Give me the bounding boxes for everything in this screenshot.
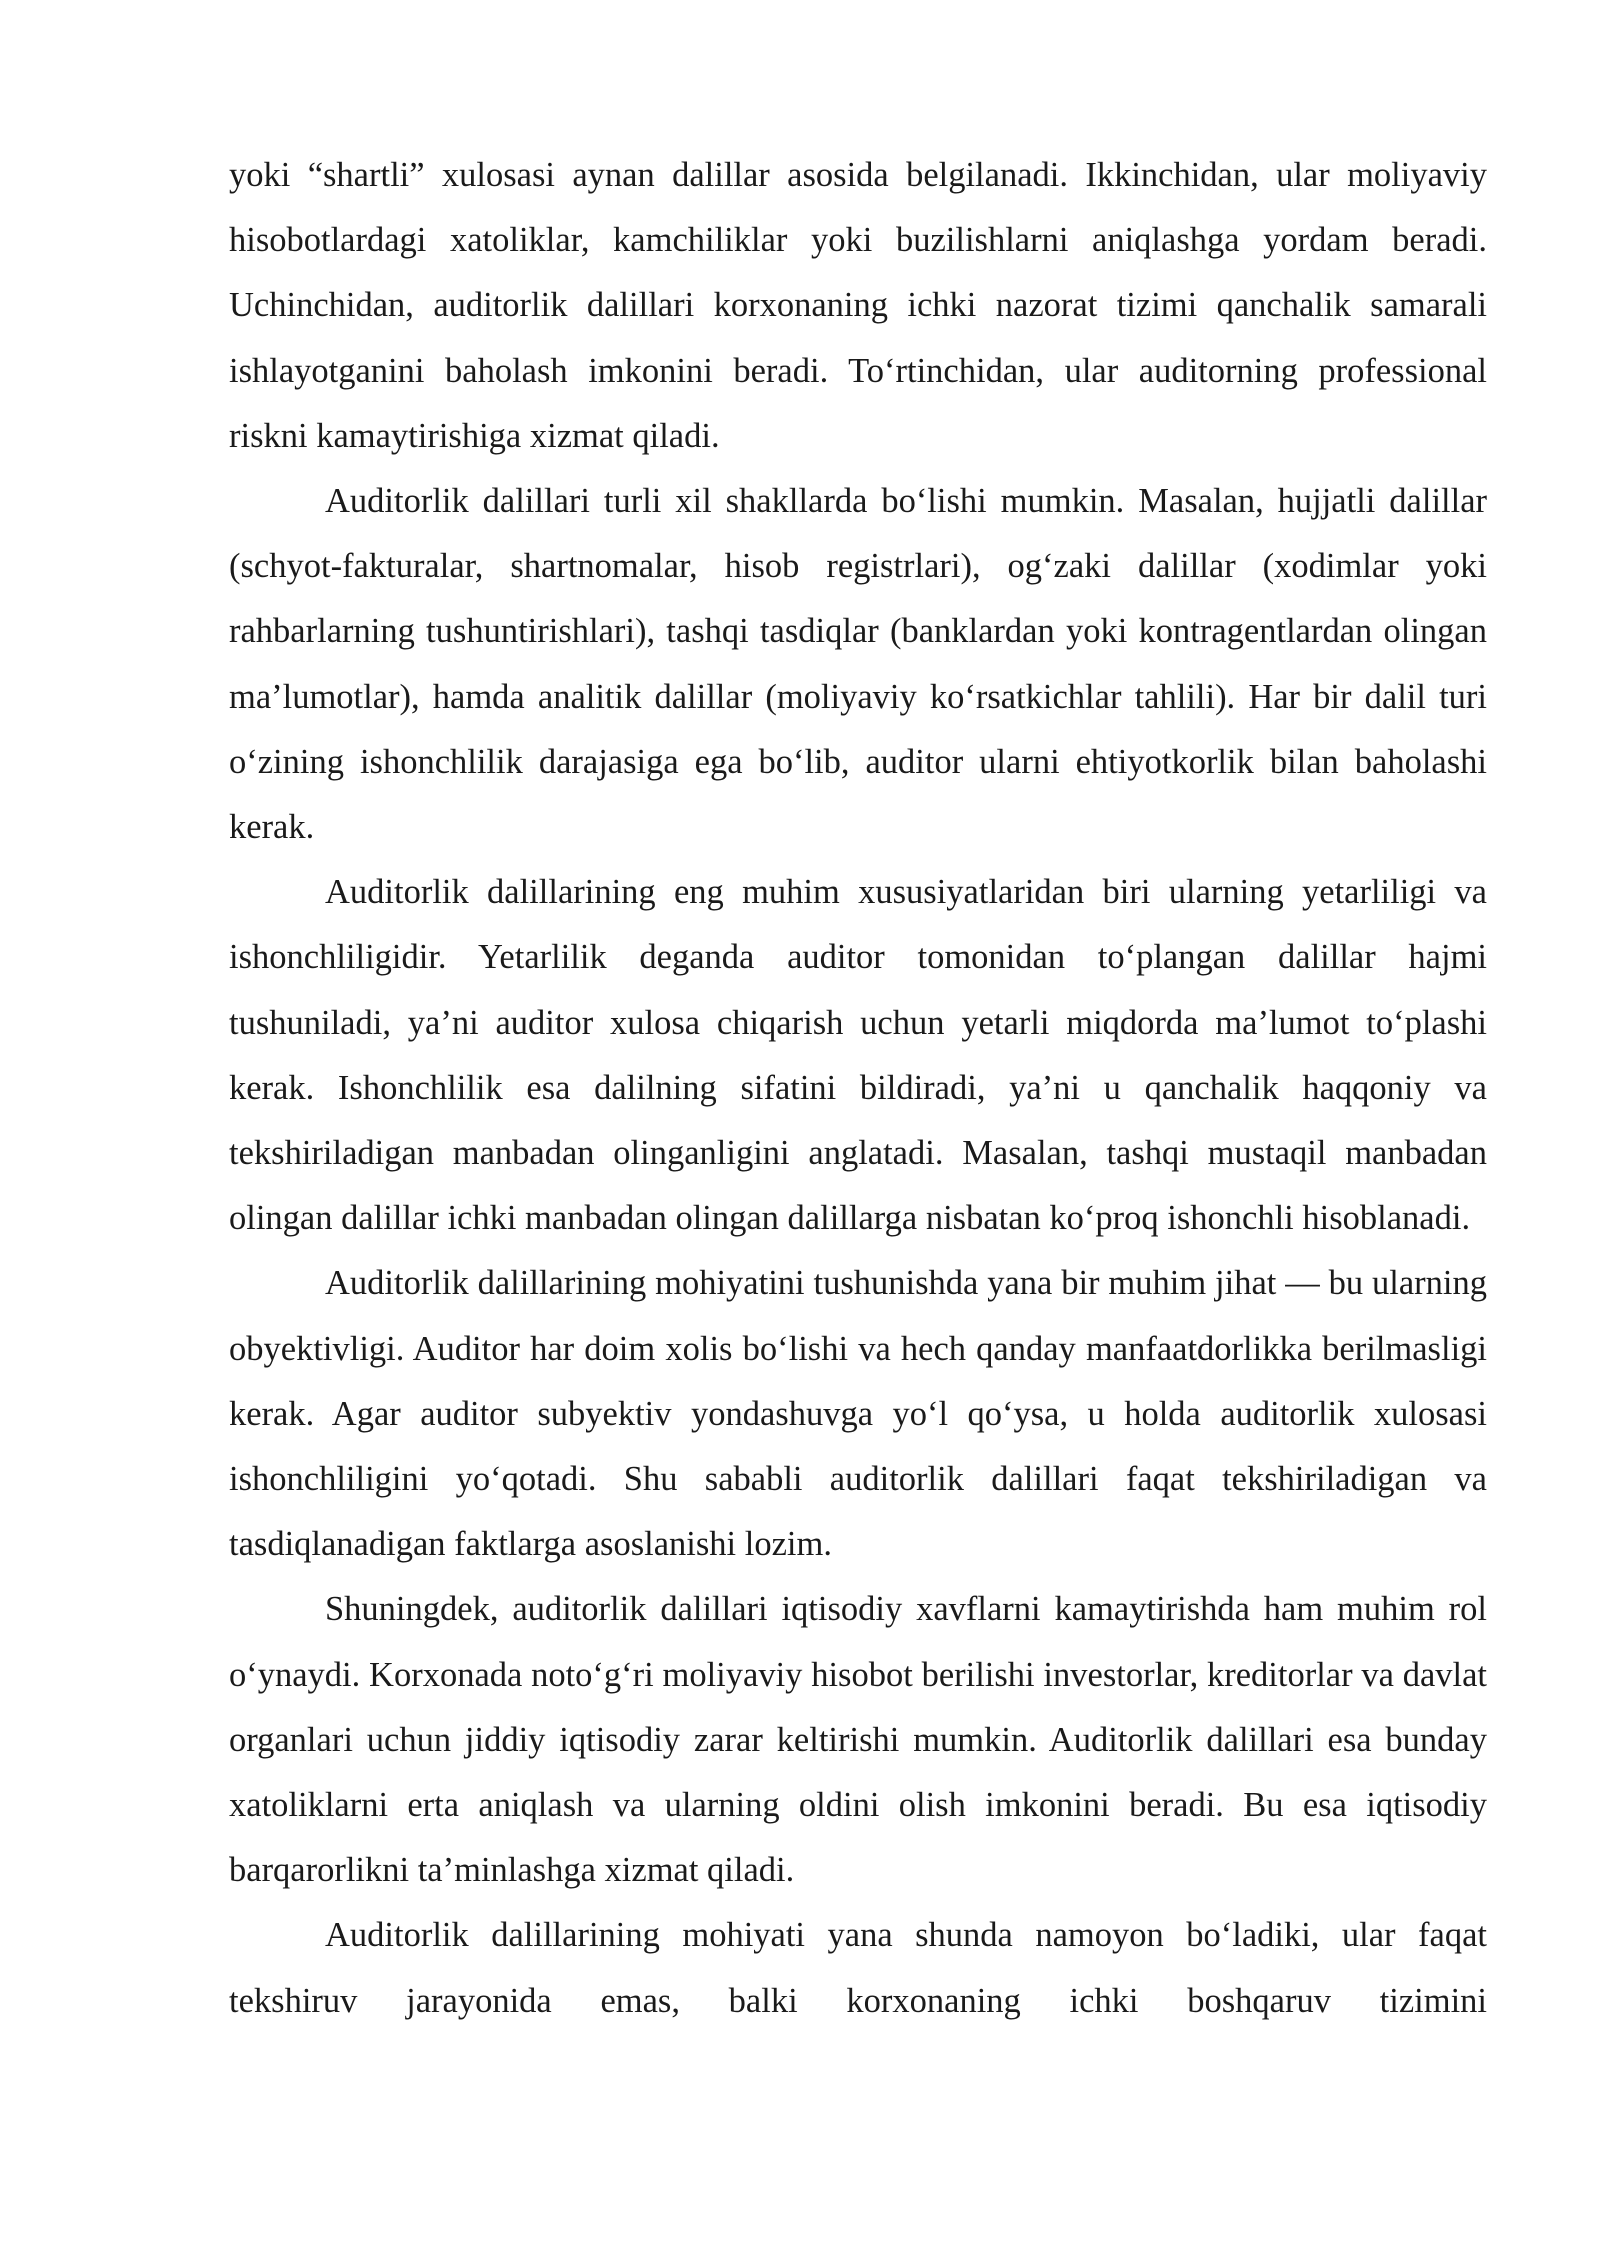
paragraph-essence-continued: Auditorlik dalillarining mohiyati yana shunda namoyon bo‘ladiki, ular faqat tekshiruv jarayonida emas, balki korxonaning ichki boshqaruv tizimini bbox=[229, 1916, 1487, 2020]
document-body bbox=[229, 143, 1487, 2034]
paragraph-continuation: yoki “shartli” xulosasi aynan dalillar asosida belgilanadi. Ikkinchidan, ular moliyaviy hisobotlardagi xatoliklar, kamchiliklar yoki buzilishlarni aniqlashga yordam beradi. Uchinchidan, auditorlik dalillari korxonaning ichki nazorat tizimi qanchalik samarali ishlayotganini baholash imkonini beradi. To‘rtinchidan, ular auditorning professional riskni kamaytirishiga xizmat qiladi. bbox=[229, 156, 1487, 455]
paragraph-evidence-forms: Auditorlik dalillari turli xil shakllarda bo‘lishi mumkin. Masalan, hujjatli dalillar (schyot-fakturalar, shartnomalar, hisob registrlari), og‘zaki dalillar (xodimlar yoki rahbarlarning tushuntirishlari), tashqi tasdiqlar (banklardan yoki kontragentlardan olingan ma’lumotlar), hamda analitik dalillar (moliyaviy ko‘rsatkichlar tahlili). Har bir dalil turi o‘zining ishonchlilik darajasiga ega bo‘lib, auditor ularni ehtiyotkorlik bilan baholashi kerak. bbox=[229, 482, 1487, 847]
paragraph-objectivity: Auditorlik dalillarining mohiyatini tushunishda yana bir muhim jihat — bu ularning obyektivligi. Auditor har doim xolis bo‘lishi va hech qanday manfaatdorlikka berilmasligi kerak. Agar auditor subyektiv yondashuvga yo‘l qo‘ysa, u holda auditorlik xulosasi ishonchliligini yo‘qotadi. Shu sababli auditorlik dalillari faqat tekshiriladigan va tasdiqlanadigan faktlarga asoslanishi lozim. bbox=[229, 1264, 1487, 1564]
paragraph-economic-risks: Shuningdek, auditorlik dalillari iqtisodiy xavflarni kamaytirishda ham muhim rol o‘ynaydi. Korxonada noto‘g‘ri moliyaviy hisobot berilishi investorlar, kreditorlar va davlat organlari uchun jiddiy iqtisodiy zarar keltirishi mumkin. Auditorlik dalillari esa bunday xatoliklarni erta aniqlash va ularning oldini olish imkonini beradi. Bu esa iqtisodiy barqarorlikni ta’minlashga xizmat qiladi. bbox=[229, 1590, 1487, 1890]
paragraph-sufficiency-reliability: Auditorlik dalillarining eng muhim xususiyatlaridan biri ularning yetarliligi va ishonchliligidir. Yetarlilik deganda auditor tomonidan to‘plangan dalillar hajmi tushuniladi, ya’ni auditor xulosa chiqarish uchun yetarli miqdorda ma’lumot to‘plashi kerak. Ishonchlilik esa dalilning sifatini bildiradi, ya’ni u qanchalik haqqoniy va tekshiriladigan manbadan olinganligini anglatadi. Masalan, tashqi mustaqil manbadan olingan dalillar ichki manbadan olingan dalillarga nisbatan ko‘proq ishonchli hisoblanadi. bbox=[229, 873, 1487, 1238]
